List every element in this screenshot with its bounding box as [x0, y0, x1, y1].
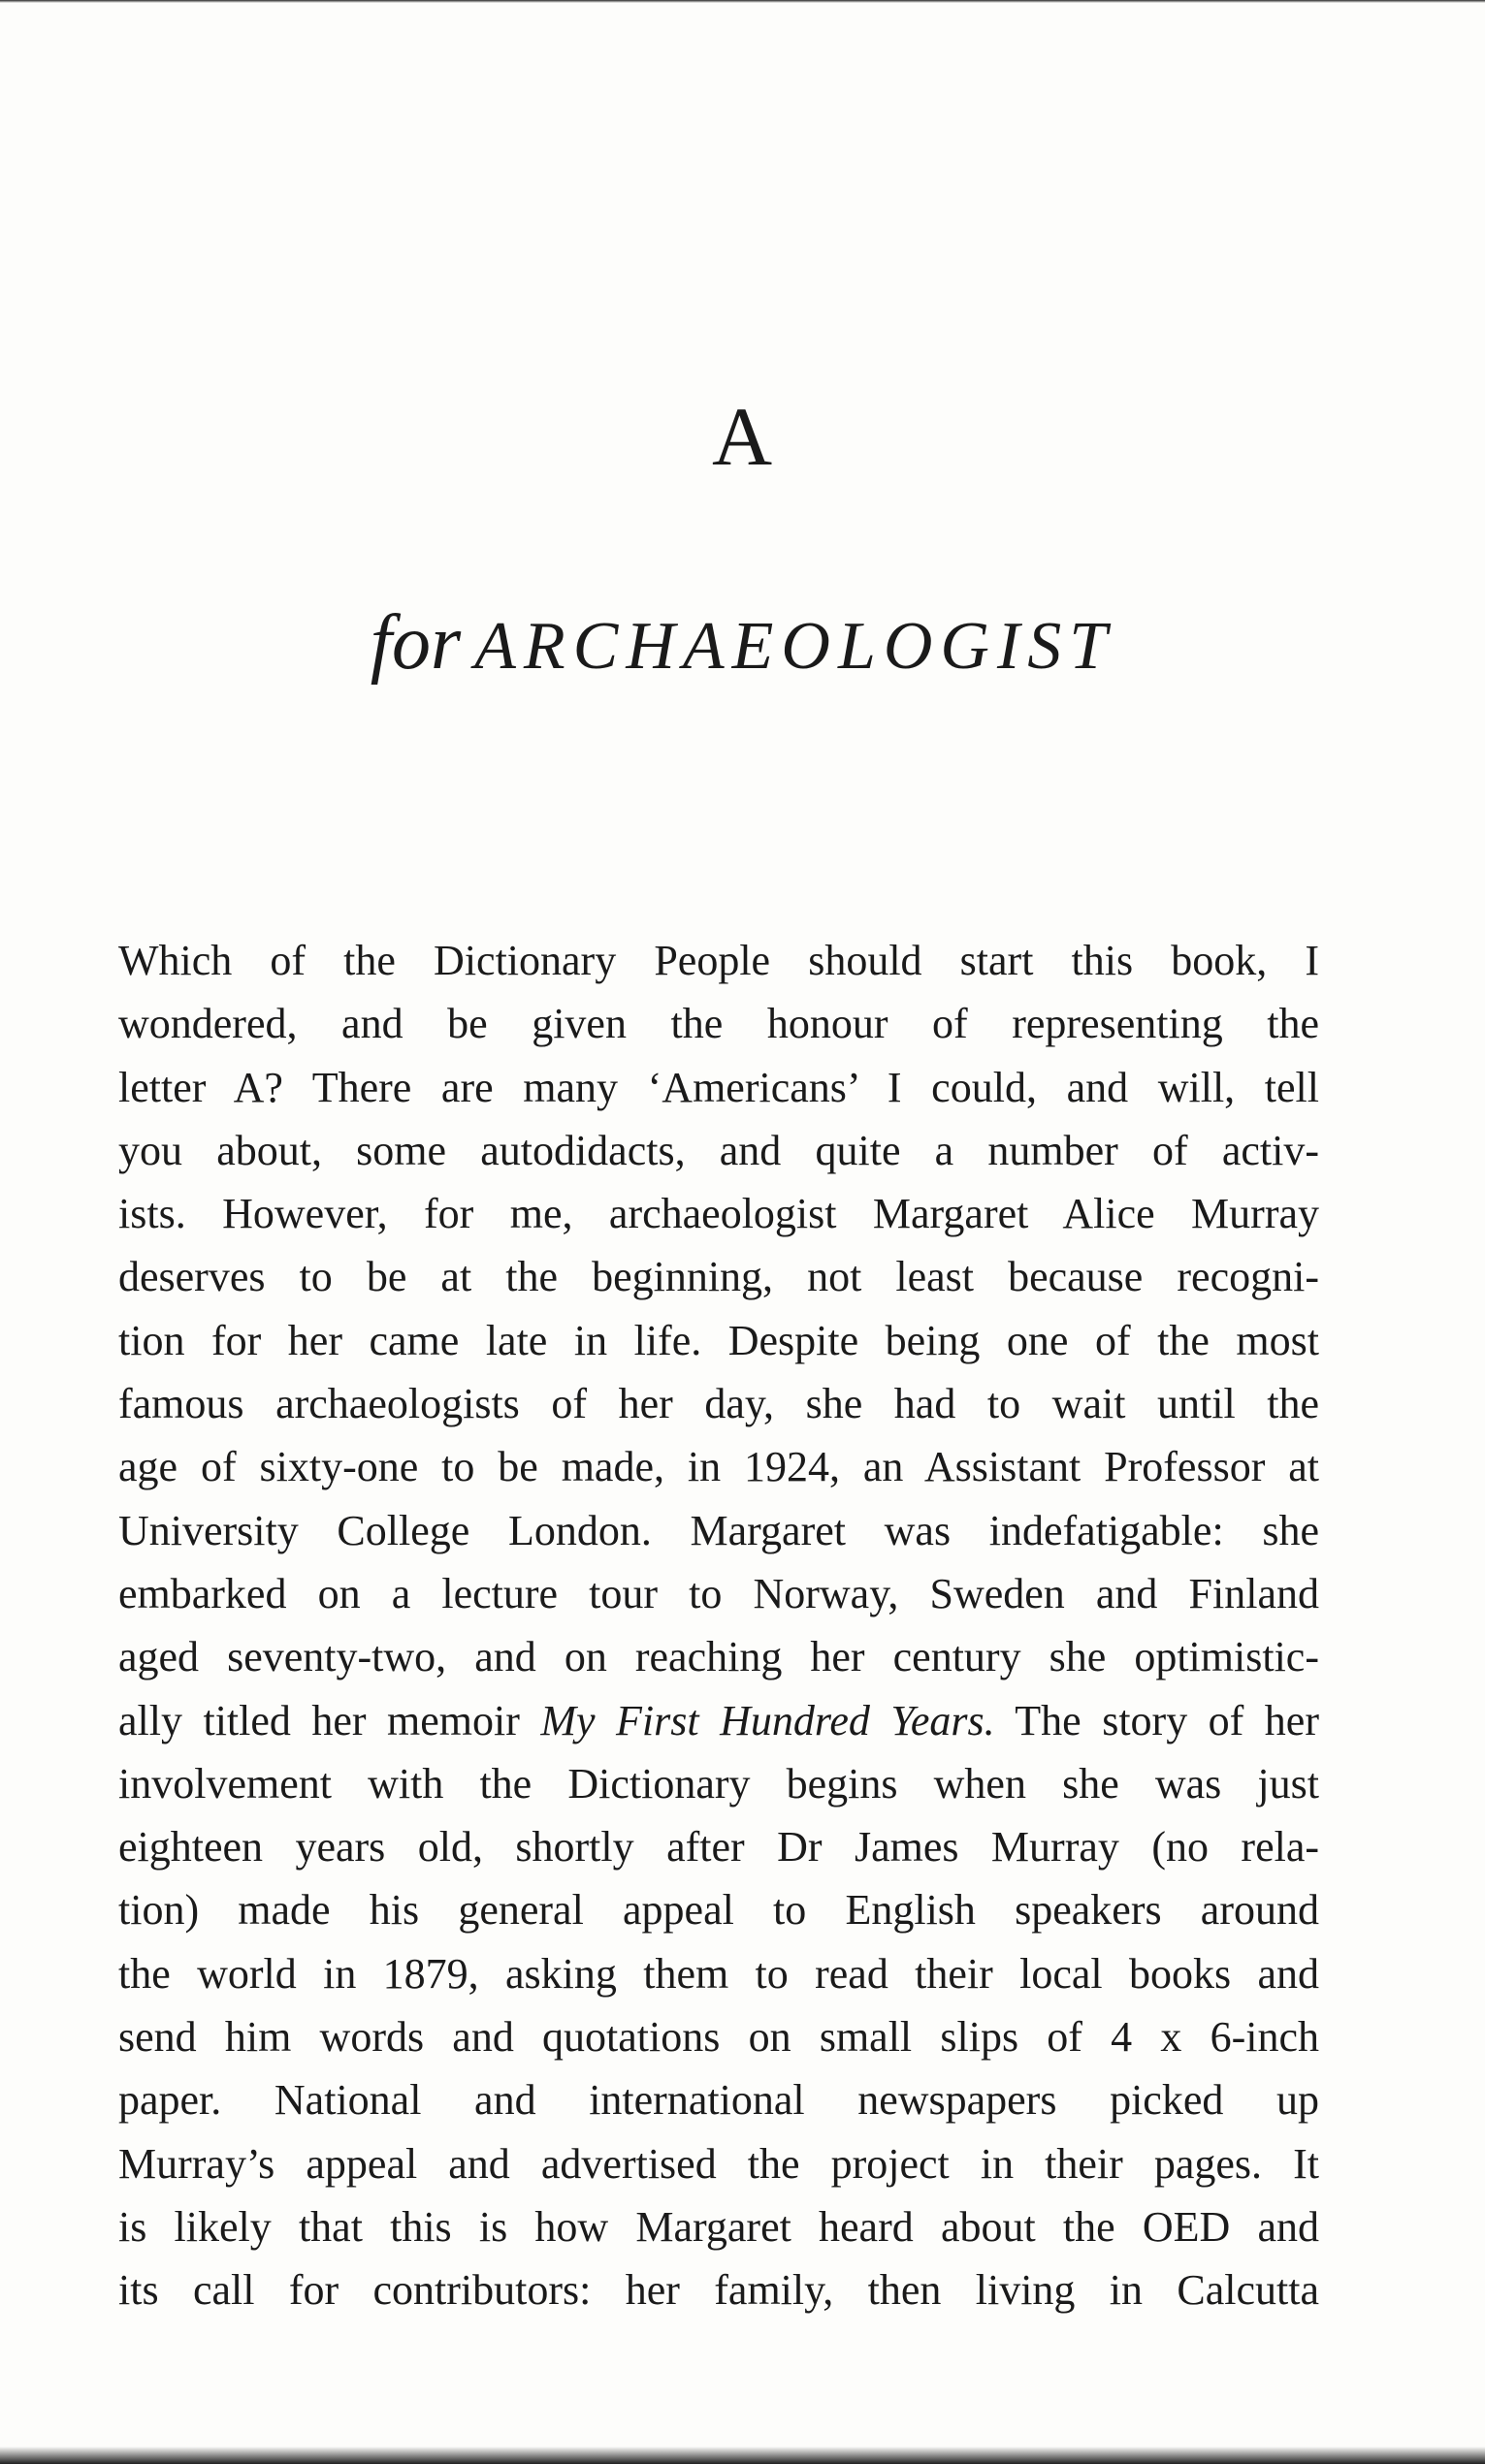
text-line: paper. National and international newspapers picked up: [118, 2076, 1319, 2125]
text-line: famous archaeologists of her day, she had to wait until the: [118, 1380, 1319, 1428]
text-line: Murray’s appeal and advertised the project in their pages. It: [118, 2139, 1319, 2188]
text-line: ists. However, for me, archaeologist Margaret Alice Murray: [118, 1190, 1319, 1238]
text-line: its call for contributors: her family, then living in Calcutta: [118, 2266, 1319, 2315]
text-line: aged seventy-two, and on reaching her century she optimistic-: [118, 1633, 1319, 1681]
chapter-title-for: for: [370, 600, 462, 686]
text-line: the world in 1879, asking them to read their local books and: [118, 1949, 1319, 1998]
text-line: involvement with the Dictionary begins when she was just: [118, 1759, 1319, 1808]
chapter-title: [0, 593, 1485, 695]
text-line: deserves to be at the beginning, not least because recogni-: [118, 1253, 1319, 1301]
text-line: letter A? There are many ‘Americans’ I could, and will, tell: [118, 1063, 1319, 1111]
text-line: is likely that this is how Margaret heard about the OED and: [118, 2202, 1319, 2251]
text-line: age of sixty-one to be made, in 1924, an Assistant Professor at: [118, 1443, 1319, 1491]
text-line: you about, some autodidacts, and quite a number of activ-: [118, 1126, 1319, 1174]
text-line: send him words and quotations on small slips of 4 x 6-inch: [118, 2013, 1319, 2062]
text-line: Which of the Dictionary People should start this book, I: [118, 937, 1319, 984]
text-line-part: ally titled her memoir: [118, 1696, 541, 1744]
text-line: University College London. Margaret was indefatigable: she: [118, 1506, 1319, 1554]
chapter-title-word: ARCHAEOLOGIST: [474, 609, 1115, 684]
text-line: embarked on a lecture tour to Norway, Sweden and Finland: [118, 1569, 1319, 1617]
text-line: wondered, and be given the honour of representing the: [118, 1000, 1319, 1048]
scan-edge-bottom: [0, 2447, 1485, 2464]
text-line-part: The story of her: [994, 1696, 1319, 1744]
text-line: tion) made his general appeal to English speakers around: [118, 1886, 1319, 1935]
text-line: tion for her came late in life. Despite being one of the most: [118, 1316, 1319, 1364]
text-line-with-italic: [118, 1689, 1319, 1752]
chapter-letter: A: [711, 390, 774, 483]
book-title-italic: My First Hundred Years.: [540, 1696, 995, 1744]
body-paragraph: [118, 929, 1319, 2322]
text-line: eighteen years old, shortly after Dr James Murray (no rela-: [118, 1823, 1319, 1872]
scan-edge-top: [0, 0, 1485, 3]
